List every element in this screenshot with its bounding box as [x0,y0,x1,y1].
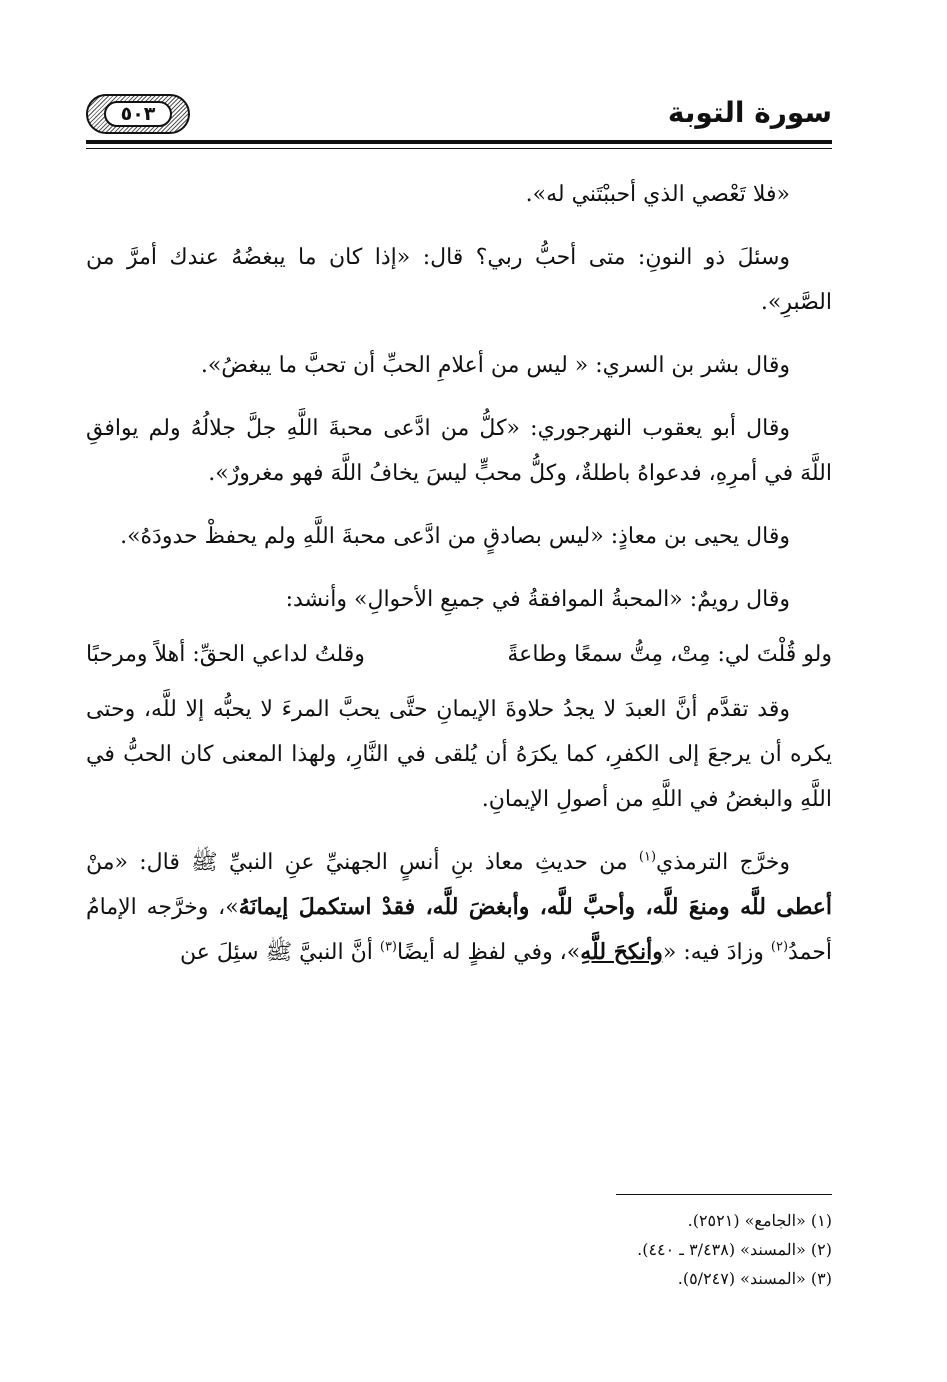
hadith-text: أعطى للَّه ومنعَ للَّه، وأحبَّ للَّه، وأبغضَ للَّه، فقدْ استكملَ إيمانَهُ [238,894,832,920]
header-rule-thick [86,140,832,144]
text-run: وخرَّج الترمذي [656,850,791,875]
footnote-ref[interactable]: (٢) [770,939,789,955]
page-header [86,92,832,144]
page-number: ٥٠٣ [104,101,172,127]
paragraph: وقال بشر بن السري: « ليس من أعلامِ الحبِّ أن تحبَّ ما يبغضُ». [200,353,790,378]
footnote: (٣) «المسند» (٥/٢٤٧). [677,1269,832,1288]
paragraph: «فلا تَعْصي الذي أحببْتَني له». [525,182,790,207]
text-run: أنَّ النبيَّ ﷺ سئِلَ عن [180,940,380,965]
text-run: »، وفي لفظٍ له أيضًا [397,940,581,965]
text-run: من حديثِ معاذ بنِ أنسٍ الجهنيِّ عنِ النبيِّ ﷺ قال: «منْ [86,850,639,875]
header-rule-thin [86,148,832,149]
hadith-text: وأنكحَ للَّهِ [580,939,663,965]
paragraph: وقال رويمٌ: «المحبةُ الموافقةُ في جميعِ الأحوالِ» وأنشد: [285,587,790,612]
footnote-ref[interactable]: (٣) [379,939,397,955]
text-run: وزادَ فيه: « [662,940,771,965]
footnote: (١) «الجامع» (٢٥٢١). [687,1211,832,1230]
paragraph: وسئلَ ذو النونِ: متى أحبُّ ربي؟ قال: «إذا كان ما يبغضُهُ عندك أمرَّ من الصَّبرِ». [86,245,832,315]
body-text [86,172,832,993]
footnotes [86,1206,832,1293]
paragraph [86,840,832,975]
surah-title: سورة التوبة [667,96,832,129]
poem-verse [86,632,832,677]
paragraph: وقال يحيى بن معاذٍ: «ليس بصادقٍ من ادَّعى محبةَ اللَّهِ ولم يحفظْ حدودَهُ». [120,524,790,549]
footnote-ref[interactable]: (١) [638,849,657,865]
paragraph: وقال أبو يعقوب النهرجوري: «كلُّ من ادَّعى محبةَ اللَّهِ جلَّ جلالُهُ ولم يوافقِ اللَّهَ في أمرِهِ، فدعواهُ باطلةٌ، وكلُّ محبٍّ ليسَ يخافُ اللَّهَ فهو مغرورٌ». [86,416,832,486]
poem-hemistich-left: وقلتُ لداعي الحقِّ: أهلاً ومرحبًا [86,642,365,667]
paragraph: وقد تقدَّم أنَّ العبدَ لا يجدُ حلاوةَ الإيمانِ حتَّى يحبَّ المرءَ لا يحبُّه إلا للَّه، وحتى يكره أن يرجعَ إلى الكفرِ، كما يكرَهُ أن يُلقى في النَّارِ، ولهذا المعنى كان الحبُّ في اللَّهِ والبغضُ في اللَّهِ من أصولِ الإيمانِ. [86,697,832,812]
footnote: (٢) «المسند» (٣/٤٣٨ ـ ٤٤٠). [637,1240,832,1259]
page-number-badge [86,94,190,134]
text-run: »، وخرَّجه الإمامُ أحمدُ [86,895,832,965]
footnote-separator [616,1194,832,1195]
poem-hemistich-right: ولو قُلْتَ لي: مِتْ، مِتُّ سمعًا وطاعةً [507,642,832,667]
